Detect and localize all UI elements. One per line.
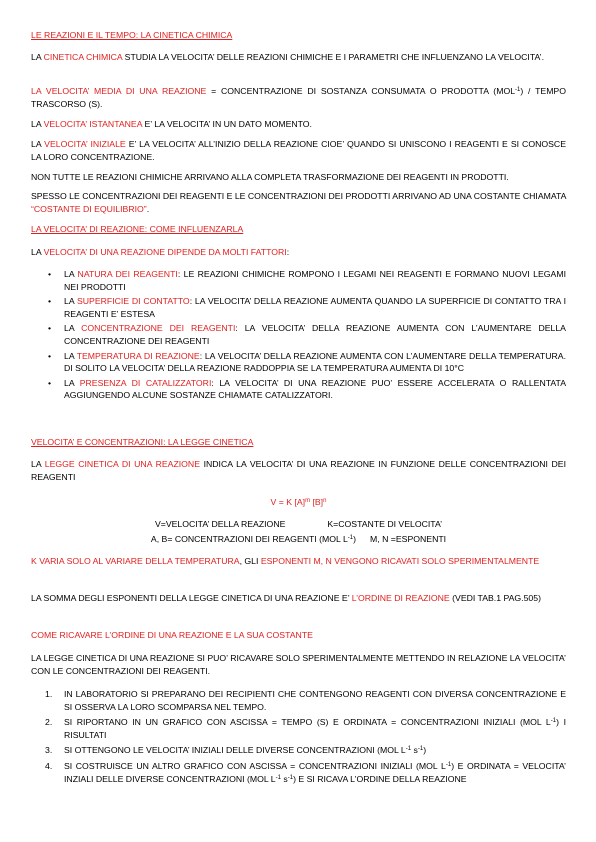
list-item: 2. SI RIPORTANO IN UN GRAFICO CON ASCISSA = TEMPO (S) E ORDINATA = CONCENTRAZIONI INIZIALI (MOL $L^{-1}$) I RISULTATI: [45, 717, 566, 740]
section-heading-influenzarla: LA VELOCITA’ DI REAZIONE: COME INFLUENZARLA: [31, 224, 244, 234]
list-item: 3. SI OTTENGONO LE VELOCITA’ INIZIALI DELLE DIVERSE CONCENTRAZIONI (MOL $L^{-1}$ $s^{-1}$): [45, 745, 427, 756]
paragraph-velocita-media: LA VELOCITA’ MEDIA DI UNA REAZIONE = CONCENTRAZIONE DI SOSTANZA CONSUMATA O PRODOTTA $(MOL^{-1})$ / TEMPO TRASCORSO (S).: [31, 86, 566, 109]
formula-legend-line-2: A, B= CONCENTRAZIONI DEI REAGENTI (MOL $L^{-1}$) M, N =ESPONENTI: [150, 534, 447, 544]
section-heading-legge-cinetica: VELOCITA’ E CONCENTRAZIONI: LA LEGGE CINETICA: [31, 437, 254, 447]
section-heading-ordine: COME RICAVARE L’ORDINE DI UNA REAZIONE E LA SUA COSTANTE: [31, 630, 313, 640]
factors-list: [31, 268, 566, 402]
list-item: • LA TEMPERATURA DI REAZIONE: LA VELOCITA’ DELLA REAZIONE AUMENTA CON L’AUMENTARE DELLA TEMPERATURA. DI SOLITO LA VELOCITA’ DELLA REAZIONE RADDOPPIA SE LA TEMPERATURA AUMENTA DI 10°C: [48, 350, 566, 374]
paragraph-velocita-istantanea: LA VELOCITA’ ISTANTANEA E’ LA VELOCITA’ IN UN DATO MOMENTO.: [31, 119, 312, 129]
paragraph-legge-cinetica: LA LEGGE CINETICA DI UNA REAZIONE INDICA LA VELOCITA’ DI UNA REAZIONE IN FUNZIONE DELLE CONCENTRAZIONI DEI REAGENTI: [31, 459, 567, 482]
list-item: • LA NATURA DEI REAGENTI: LE REAZIONI CHIMICHE ROMPONO I LEGAMI NEI REAGENTI E FORMANO NUOVI LEGAMI NEI PRODOTTI: [48, 269, 567, 292]
paragraph-cinetica: LA CINETICA CHIMICA STUDIA LA VELOCITA’ DELLE REAZIONI CHIMICHE E I PARAMETRI CHE INFLUENZANO LA VELOCITA’.: [31, 52, 544, 62]
paragraph-trasformazione: NON TUTTE LE REAZIONI CHIMICHE ARRIVANO ALLA COMPLETA TRASFORMAZIONE DEI REAGENTI IN PRODOTTI.: [31, 172, 509, 182]
list-item: • LA CONCENTRAZIONE DEI REAGENTI: LA VELOCITA’ DELLA REAZIONE AUMENTA CON L’AUMENTARE DELLA CONCENTRAZIONE DEI REAGENTI: [48, 323, 566, 346]
paragraph-ordine-reazione: LA SOMMA DEGLI ESPONENTI DELLA LEGGE CINETICA DI UNA REAZIONE E’ L’ORDINE DI REAZIONE (VEDI TAB.1 PAG.505): [31, 593, 541, 603]
paragraph-velocita-iniziale: LA VELOCITA’ INIZIALE E’ LA VELOCITA’ ALL’INIZIO DELLA REAZIONE CIOE’ QUANDO SI UNISCONO I REAGENTI E SI CONOSCE LA LORO CONCENTRAZIONE.: [31, 139, 566, 162]
paragraph-sperimentale: LA LEGGE CINETICA DI UNA REAZIONE SI PUO’ RICAVARE SOLO SPERIMENTALMENTE METTENDO IN RELAZIONE LA VELOCITA’ CON LE CONCENTRAZIONI DEI REAGENTI.: [31, 653, 566, 676]
list-item: 1. IN LABORATORIO SI PREPARANO DEI RECIPIENTI CHE CONTENGONO REAGENTI CON DIVERSA CONCENTRAZIONE E SI OSSERVA LA LORO SCOMPARSA NEL TEMPO.: [45, 689, 566, 712]
paragraph-k-varia: K VARIA SOLO AL VARIARE DELLA TEMPERATURA, GLI ESPONENTI M, N VENGONO RICAVATI SOLO SPERIMENTALMENTE: [31, 556, 540, 566]
rate-law-formula: V = K $[A]^m$ $[B]^n$: [270, 497, 327, 507]
page-title: LE REAZIONI E IL TEMPO: LA CINETICA CHIMICA: [31, 30, 233, 40]
paragraph-equilibrio: SPESSO LE CONCENTRAZIONI DEI REAGENTI E LE CONCENTRAZIONI DEI PRODOTTI ARRIVANO AD UNA COSTANTE CHIAMATA “COSTANTE DI EQUILIBRIO”.: [31, 191, 566, 214]
steps-list: [31, 688, 566, 785]
paragraph-fattori-intro: LA VELOCITA’ DI UNA REAZIONE DIPENDE DA MOLTI FATTORI:: [31, 247, 290, 257]
list-item: 4. SI COSTRUISCE UN ALTRO GRAFICO CON ASCISSA = CONCENTRAZIONI INIZIALI (MOL $L^{-1}$) E ORDINATA = VELOCITA’ INZIALI DELLE DIVERSE CONCENTRAZIONI (MOL $L^{-1}$ $s^{-1}$) E SI RICAVA L’ORDINE DELLA REAZIONE: [45, 760, 566, 784]
formula-legend-line-1: V=VELOCITA’ DELLA REAZIONE K=COSTANTE DI VELOCITA’: [154, 519, 443, 529]
list-item: • LA PRESENZA DI CATALIZZATORI: LA VELOCITA’ DI UNA REAZIONE PUO’ ESSERE ACCELERATA O RALLENTATA AGGIUNGENDO ALCUNE SOSTANZE CHIAMATE CATALIZZATORI.: [48, 377, 567, 401]
list-item: • LA SUPERFICIE DI CONTATTO: LA VELOCITA’ DELLA REAZIONE AUMENTA QUANDO LA SUPERFICIE DI CONTATTO TRA I REAGENTI E’ ESTESA: [48, 296, 566, 319]
